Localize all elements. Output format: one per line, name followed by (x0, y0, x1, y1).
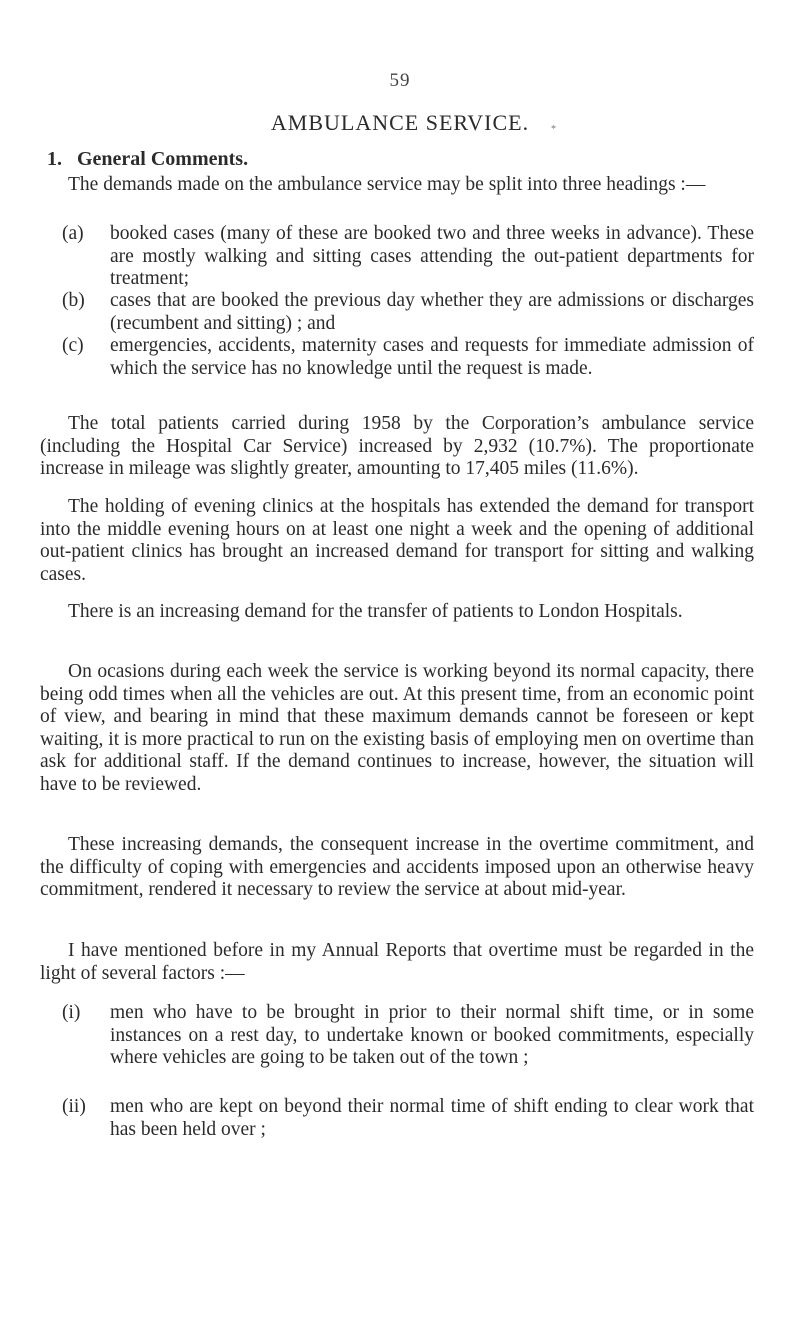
paragraph-overtime: I have mentioned before in my Annual Reports that overtime must be regarded in the light of several factors :— (40, 940, 754, 984)
section-number: 1. (47, 148, 62, 170)
paragraph-totals: The total patients carried during 1958 by the Corporation’s ambulance service (including the Hospital Car Service) increased by 2,932 (10.7%). The proportionate increase in mileage was slightly greater, amounting to 17,405 miles (11.6%). (40, 413, 754, 479)
paragraph-review: These increasing demands, the consequent increase in the overtime commitment, and the difficulty of coping with emergencies and accidents imposed upon an otherwise heavy commitment, rendered it necessary to review the service at about mid-year. (40, 834, 754, 900)
list-label: (i) (62, 1002, 81, 1023)
list-label: (b) (62, 290, 85, 311)
section-title: General Comments. (77, 148, 249, 170)
stray-mark: * (551, 124, 556, 135)
paragraph-capacity: On ocasions during each week the service is working beyond its normal capacity, there being odd times when all the vehicles are out. At this present time, from an economic point of view, and bearing in mind that these maximum demands cannot be foreseen or kept waiting, it is more practical to run on the existing basis of employing men on overtime than ask for additional staff. If the demand continues to increase, however, the situation will have to be reviewed. (40, 661, 754, 795)
paragraph-evening-clinics: The holding of evening clinics at the hospitals has extended the demand for transport into the middle evening hours on at least one night a week and the opening of additional out-patient clinics has brought an increased demand for transport for sitting and walking cases. (40, 496, 754, 585)
page-number: 59 (389, 70, 411, 91)
heading-item-c (40, 335, 754, 380)
factor-item-i (40, 1002, 754, 1070)
heading-item-a (40, 223, 754, 291)
list-label: (a) (62, 223, 84, 244)
list-label: (ii) (62, 1096, 86, 1117)
intro-paragraph: The demands made on the ambulance service may be split into three headings :— (68, 174, 706, 195)
factor-item-ii (40, 1096, 754, 1141)
list-text: cases that are booked the previous day whether they are admissions or discharges (recumbent and sitting) ; and (110, 290, 754, 334)
list-label: (c) (62, 335, 84, 356)
list-text: booked cases (many of these are booked two and three weeks in advance). These are mostly walking and sitting cases attending the out-patient departments for treatment; (110, 223, 754, 289)
section-heading (47, 148, 248, 171)
page-title: AMBULANCE SERVICE. (270, 110, 530, 135)
paragraph-london-transfers: There is an increasing demand for the transfer of patients to London Hospitals. (68, 601, 683, 622)
list-text: men who are kept on beyond their normal time of shift ending to clear work that has been held over ; (110, 1096, 754, 1140)
heading-item-b (40, 290, 754, 335)
list-text: emergencies, accidents, maternity cases and requests for immediate admission of which the service has no knowledge until the request is made. (110, 335, 754, 379)
list-text: men who have to be brought in prior to their normal shift time, or in some instances on a rest day, to undertake known or booked commitments, especially where vehicles are going to be taken out of the town ; (110, 1002, 754, 1068)
